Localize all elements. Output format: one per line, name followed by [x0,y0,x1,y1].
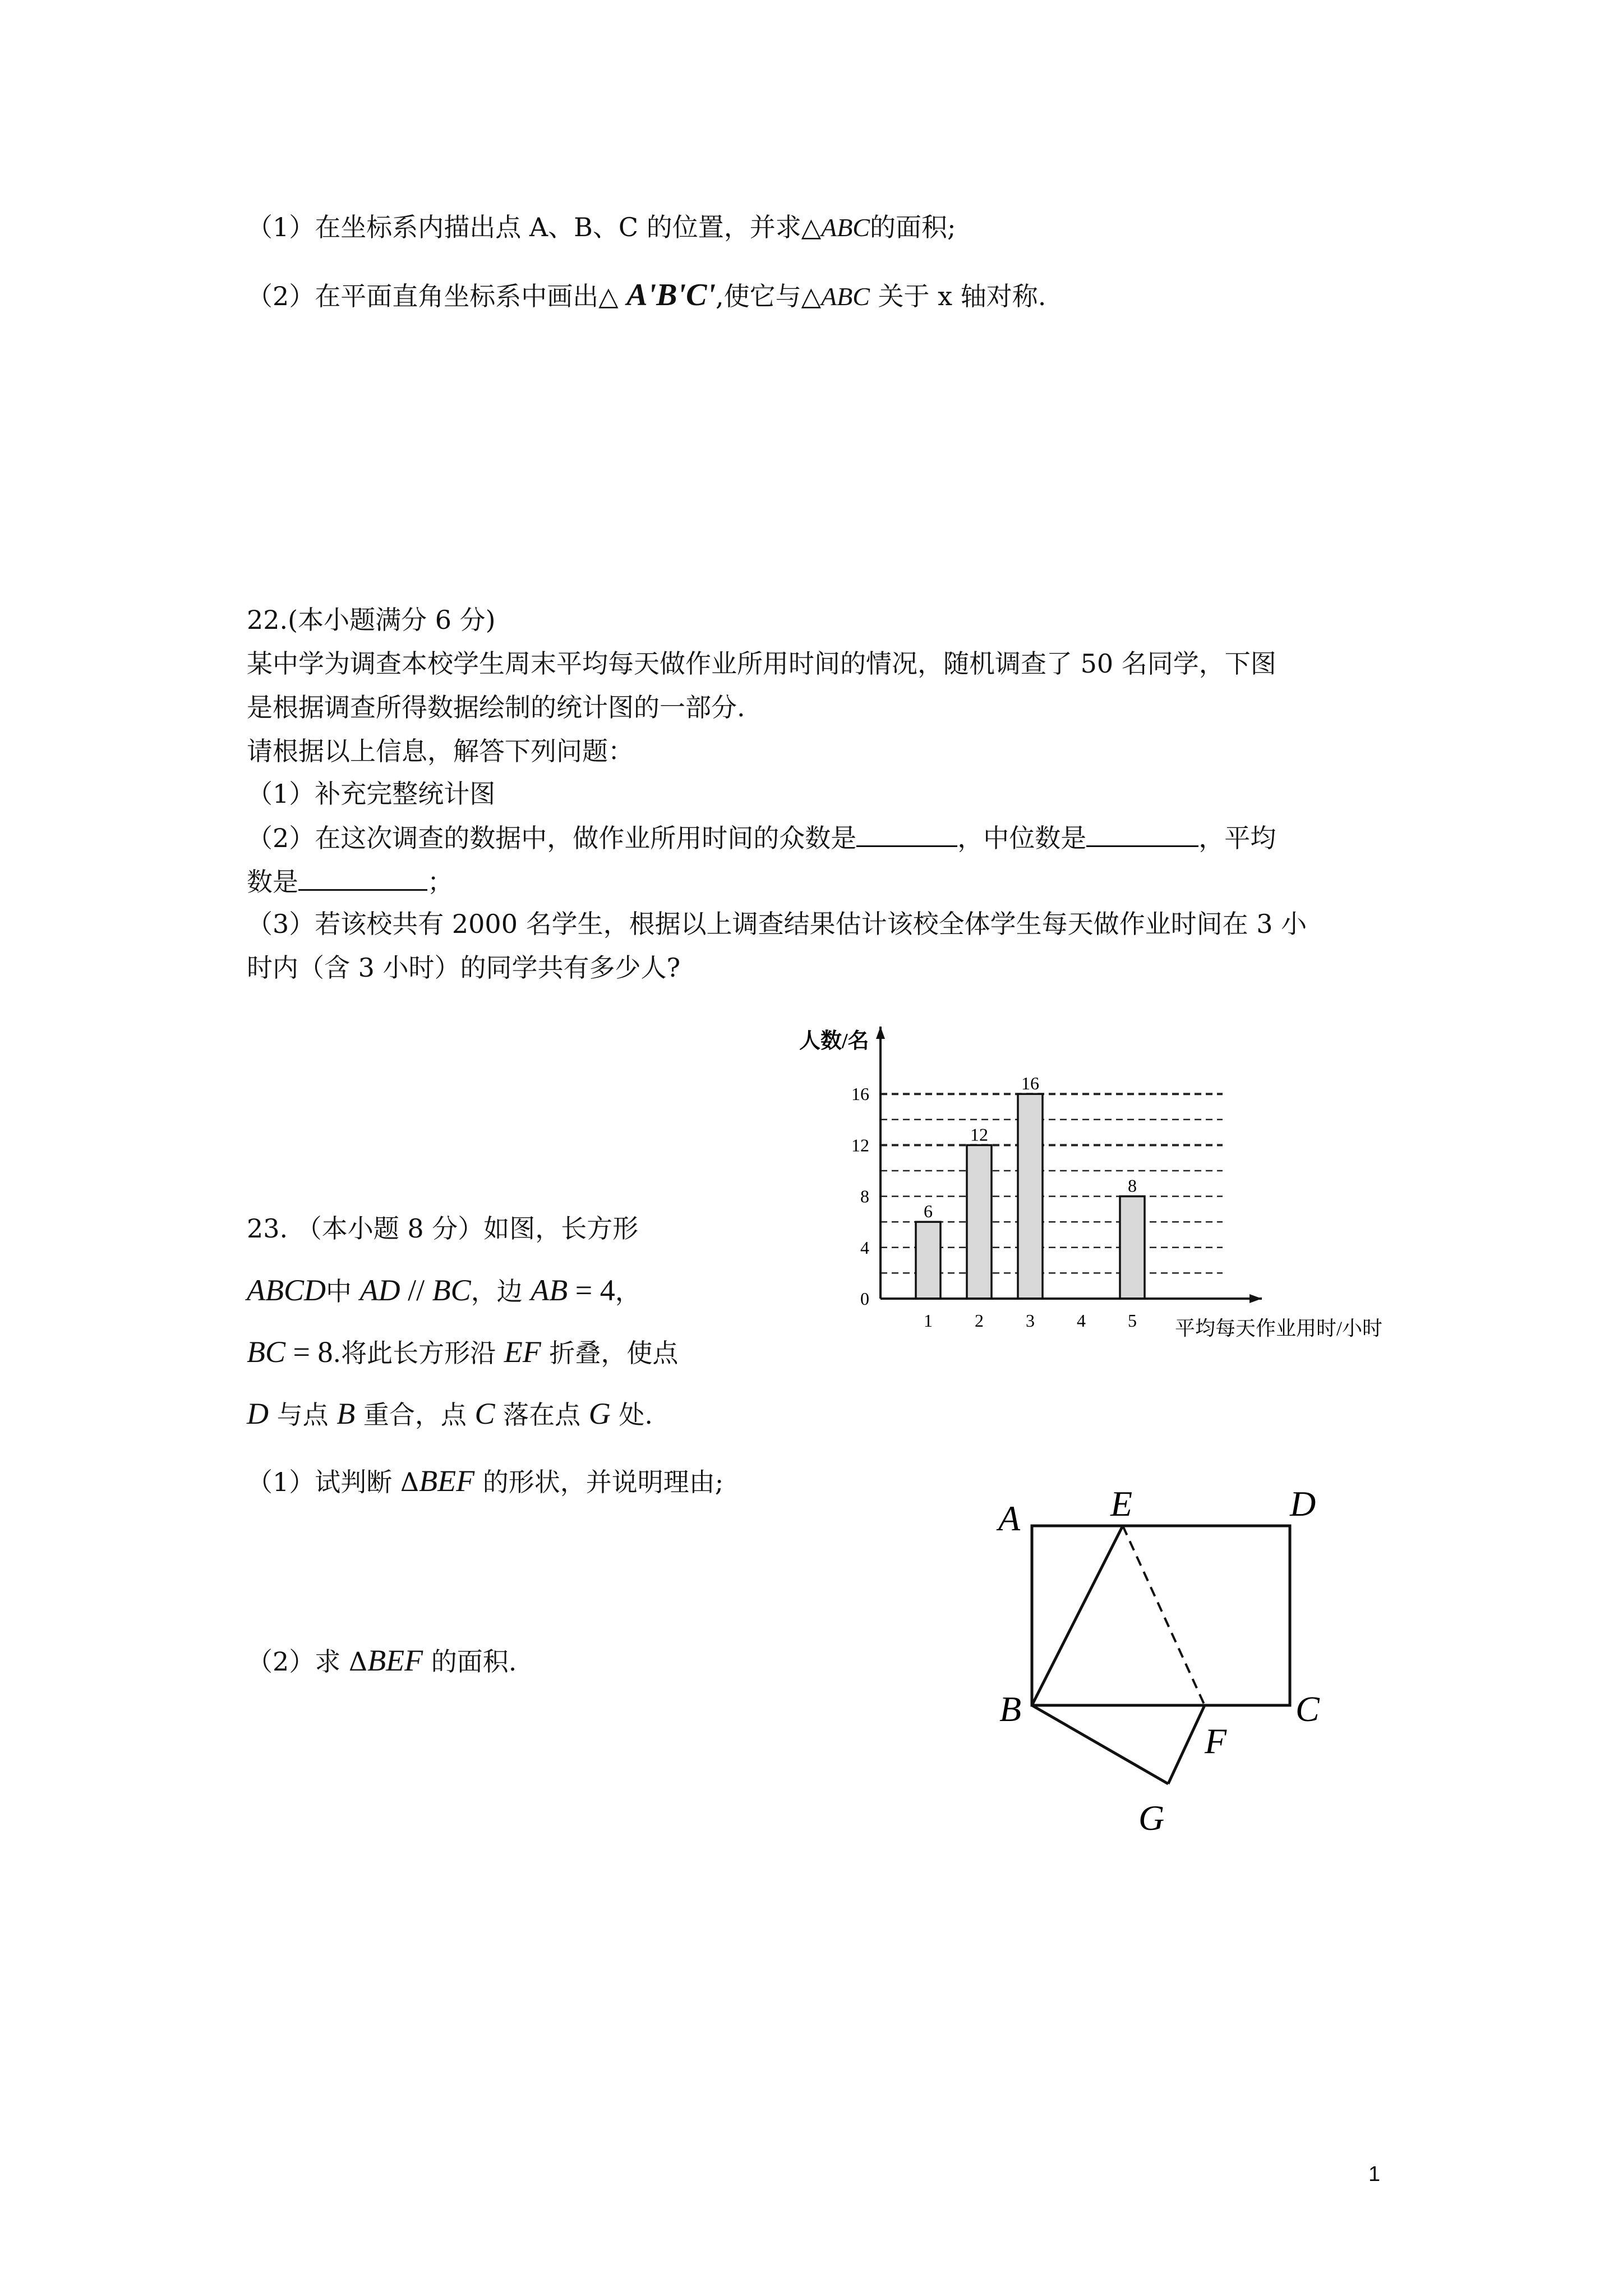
y-axis-title: 人数/名 [799,1029,869,1053]
fold-line-ef [1123,1526,1205,1705]
mean-answer-blank [298,864,427,891]
label-b: B [999,1689,1022,1729]
bar [1120,1197,1145,1299]
bar-value-label: 16 [1021,1073,1039,1094]
y-tick-label: 8 [860,1186,869,1207]
x-axis-arrow [1249,1294,1262,1303]
mode-answer-blank [856,821,957,847]
bar [1018,1094,1043,1299]
q22-sub3-line2: 时内（含 3 小时）的同学共有多少人? [247,953,681,983]
rectangle-abcd [1032,1526,1290,1705]
bar-value-label: 6 [924,1201,933,1222]
q22-sub1: （1）补充完整统计图 [247,779,496,809]
label-e: E [1110,1484,1133,1524]
x-tick-label: 3 [1026,1310,1035,1331]
label-g: G [1138,1798,1165,1838]
q22-sub2-cont: 数是 ； [247,864,453,899]
y-axis-arrow [876,1027,885,1039]
x-tick-label: 4 [1077,1310,1086,1331]
q23-line4: D 与点 B 重合，点 C 落在点 G 处. [247,1397,653,1430]
label-d: D [1290,1484,1316,1524]
x-tick-label: 1 [924,1310,933,1331]
q21-part1: （1）在坐标系内描出点 A、B、C 的位置，并求△ABC的面积; [247,212,956,242]
q22-header: 22.(本小题满分 6 分) [247,605,496,635]
y-tick-label: 12 [851,1135,869,1156]
q23-line3: BC = 8.将此长方形沿 EF 折叠，使点 [247,1335,679,1369]
bar [967,1145,992,1299]
q23-sub2: （2）求 ΔBEF 的面积. [247,1644,517,1677]
x-tick-label: 2 [975,1310,984,1331]
median-answer-blank [1086,821,1198,847]
bar [916,1222,940,1299]
y-tick-label: 16 [851,1084,869,1105]
label-f: F [1205,1721,1227,1761]
q22-intro-line2: 是根据调查所得数据绘制的统计图的一部分. [247,692,745,723]
q22-sub2: （2）在这次调查的数据中，做作业所用时间的众数是 ，中位数是 ，平均 [247,821,1276,855]
segment-be [1032,1526,1123,1705]
bar-value-label: 8 [1128,1175,1137,1196]
x-tick-label: 5 [1128,1310,1137,1331]
label-c: C [1295,1689,1320,1729]
segment-bg [1032,1705,1168,1784]
bar-value-label: 12 [970,1124,988,1145]
x-axis-title: 平均每天作业用时/小时 [1175,1317,1383,1340]
y-tick-label: 0 [860,1289,869,1309]
chart-labels [799,1029,1382,1340]
q22-prompt: 请根据以上信息，解答下列问题： [247,736,634,766]
q22-intro-line1: 某中学为调查本校学生周末平均每天做作业所用时间的情况，随机调查了 50 名同学，下图 [247,648,1276,679]
q23-sub1: （1）试判断 ΔBEF 的形状，并说明理由; [247,1464,724,1498]
q23-line2: ABCD中 AD // BC，边 AB = 4， [247,1273,641,1307]
q23-line1: 23. （本小题 8 分）如图，长方形 [247,1213,639,1244]
homework-time-bar-chart [780,1015,1475,1363]
y-tick-label: 4 [860,1237,869,1258]
q22-sub3-line1: （3）若该校共有 2000 名学生，根据以上调查结果估计该校全体学生每天做作业时间在 3 小 [247,909,1307,939]
folded-rectangle-figure [976,1470,1368,1862]
q21-part2: （2）在平面直角坐标系中画出△ A'B'C',使它与△ABC 关于 x 轴对称. [247,278,1046,312]
segment-gf [1168,1705,1205,1784]
label-a: A [998,1498,1021,1538]
page-number: 1 [1368,2162,1381,2186]
